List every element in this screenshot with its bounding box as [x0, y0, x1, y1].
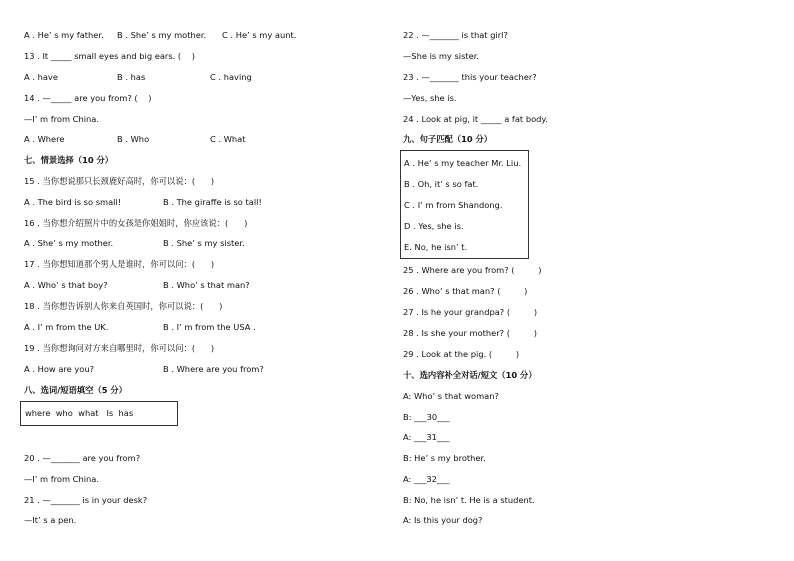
- question-22: 22 . —_______ is that girl?: [403, 30, 508, 40]
- q18-option-b: B . I’ m from the USA .: [163, 322, 256, 332]
- question-24: 24 . Look at pig, it _____ a fat body.: [403, 114, 548, 124]
- q15-option-b: B . The giraffe is so tall!: [163, 197, 262, 207]
- question-16: 16 . 当你想介绍照片中的女孩是你姐姐时，你应该说：( ): [24, 218, 248, 228]
- section-10-heading: 十、选内容补全对话/短文（10 分）: [403, 370, 537, 380]
- q17-option-a: A . Who’ s that boy?: [24, 280, 108, 290]
- question-25: 25 . Where are you from? ( ): [403, 265, 542, 275]
- q21-answer: —It’ s a pen.: [24, 515, 77, 525]
- question-14: 14 . —_____ are you from? ( ): [24, 93, 152, 103]
- word-bank-text: where who what Is has: [25, 408, 134, 418]
- q12-option-b: B . She’ s my mother.: [117, 30, 207, 40]
- question-26: 26 . Who’ s that man? ( ): [403, 286, 528, 296]
- q14-answer: —I’ m from China.: [24, 114, 100, 124]
- dialog-line: A: ___32___: [403, 474, 450, 484]
- word-bank-box: [20, 401, 178, 426]
- question-18: 18 . 当你想告诉别人你来自英国时，你可以说：( ): [24, 301, 223, 311]
- q19-option-a: A . How are you?: [24, 364, 95, 374]
- question-15: 15 . 当你想说那只长颈鹿好高时，你可以说：( ): [24, 176, 215, 186]
- question-19: 19 . 当你想询问对方来自哪里时，你可以问：( ): [24, 343, 215, 353]
- q12-option-c: C . He’ s my aunt.: [222, 30, 297, 40]
- question-20: 20 . —_______ are you from?: [24, 453, 141, 463]
- question-17: 17 . 当你想知道那个男人是谁时，你可以问：( ): [24, 259, 215, 269]
- q20-answer: —I’ m from China.: [24, 474, 100, 484]
- match-option-d: D . Yes, she is.: [404, 221, 464, 231]
- question-23: 23 . —_______ this your teacher?: [403, 72, 537, 82]
- section-8-heading: 八、选词/短语填空（5 分）: [24, 385, 127, 395]
- match-option-e: E. No, he isn’ t.: [404, 242, 468, 252]
- section-9-heading: 九、句子匹配（10 分）: [403, 134, 493, 144]
- dialog-line: A: Is this your dog?: [403, 515, 483, 525]
- dialog-line: B: No, he isn’ t. He is a student.: [403, 495, 535, 505]
- match-option-c: C . I’ m from Shandong.: [404, 200, 503, 210]
- dialog-line: A: Who’ s that woman?: [403, 391, 499, 401]
- question-29: 29 . Look at the pig. ( ): [403, 349, 520, 359]
- q13-option-c: C . having: [210, 72, 252, 82]
- question-21: 21 . —_______ is in your desk?: [24, 495, 148, 505]
- q14-option-c: C . What: [210, 134, 246, 144]
- q19-option-b: B . Where are you from?: [163, 364, 264, 374]
- q13-option-b: B . has: [117, 72, 146, 82]
- match-option-a: A . He’ s my teacher Mr. Liu.: [404, 158, 522, 168]
- q16-option-b: B . She’ s my sister.: [163, 238, 245, 248]
- q18-option-a: A . I’ m from the UK.: [24, 322, 109, 332]
- q12-option-a: A . He’ s my father.: [24, 30, 104, 40]
- q13-option-a: A . have: [24, 72, 58, 82]
- q14-option-a: A . Where: [24, 134, 65, 144]
- q16-option-a: A . She’ s my mother.: [24, 238, 114, 248]
- q15-option-a: A . The bird is so small!: [24, 197, 122, 207]
- match-options-box: [400, 150, 529, 259]
- q23-answer: —Yes, she is.: [403, 93, 457, 103]
- dialog-line: A: ___31___: [403, 432, 450, 442]
- q17-option-b: B . Who’ s that man?: [163, 280, 250, 290]
- question-27: 27 . Is he your grandpa? ( ): [403, 307, 538, 317]
- section-7-heading: 七、情景选择（10 分）: [24, 155, 114, 165]
- match-option-b: B . Oh, it’ s so fat.: [404, 179, 479, 189]
- dialog-line: B: He’ s my brother.: [403, 453, 486, 463]
- q22-answer: —She is my sister.: [403, 51, 480, 61]
- question-13: 13 . It _____ small eyes and big ears. ( ): [24, 51, 195, 61]
- q14-option-b: B . Who: [117, 134, 150, 144]
- dialog-line: B: ___30___: [403, 412, 450, 422]
- question-28: 28 . Is she your mother? ( ): [403, 328, 537, 338]
